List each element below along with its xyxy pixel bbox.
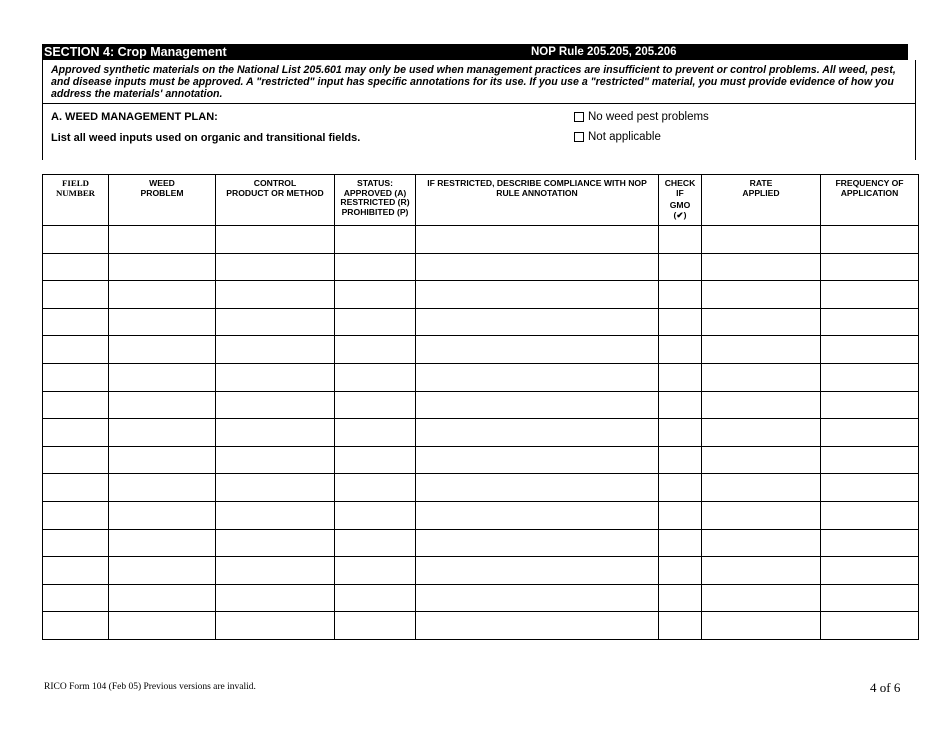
cell-field-number[interactable] — [43, 557, 109, 585]
cell-field-number[interactable] — [43, 584, 109, 612]
cell-restricted-compliance[interactable] — [416, 419, 659, 447]
cell-restricted-compliance[interactable] — [416, 474, 659, 502]
table-row — [43, 501, 919, 529]
cell-status[interactable] — [335, 557, 416, 585]
cell-restricted-compliance[interactable] — [416, 446, 659, 474]
cell-control-product[interactable] — [216, 281, 335, 309]
table-row — [43, 308, 919, 336]
cell-rate-applied[interactable] — [702, 363, 821, 391]
cell-status[interactable] — [335, 419, 416, 447]
cell-gmo-check[interactable] — [659, 253, 702, 281]
table-row — [43, 281, 919, 309]
cell-gmo-check[interactable] — [659, 474, 702, 502]
cell-status[interactable] — [335, 612, 416, 640]
cell-control-product[interactable] — [216, 474, 335, 502]
cell-gmo-check[interactable] — [659, 281, 702, 309]
cell-gmo-check[interactable] — [659, 446, 702, 474]
cell-gmo-check[interactable] — [659, 501, 702, 529]
cell-control-product[interactable] — [216, 308, 335, 336]
cell-rate-applied[interactable] — [702, 226, 821, 254]
cell-gmo-check[interactable] — [659, 391, 702, 419]
page-number: 4 of 6 — [870, 680, 901, 695]
cell-frequency-of-application[interactable] — [821, 501, 919, 529]
cell-gmo-check[interactable] — [659, 336, 702, 364]
cell-weed-problem[interactable] — [109, 446, 216, 474]
cell-control-product[interactable] — [216, 557, 335, 585]
plan-title: A. WEED MANAGEMENT PLAN: — [51, 111, 218, 123]
column-header-line: NUMBER — [55, 187, 96, 198]
cell-gmo-check[interactable] — [659, 557, 702, 585]
cell-frequency-of-application[interactable] — [821, 584, 919, 612]
cell-control-product[interactable] — [216, 501, 335, 529]
cell-status[interactable] — [335, 391, 416, 419]
cell-weed-problem[interactable] — [109, 226, 216, 254]
cell-frequency-of-application[interactable] — [821, 391, 919, 419]
cell-gmo-check[interactable] — [659, 612, 702, 640]
table-row — [43, 253, 919, 281]
column-header-line: GMO — [669, 200, 691, 211]
cell-gmo-check[interactable] — [659, 529, 702, 557]
cell-gmo-check[interactable] — [659, 419, 702, 447]
table-row — [43, 612, 919, 640]
nop-rule-reference: NOP Rule 205.205, 205.206 — [531, 46, 677, 58]
section-header — [42, 44, 908, 60]
cell-frequency-of-application[interactable] — [821, 336, 919, 364]
table-row — [43, 557, 919, 585]
cell-weed-problem[interactable] — [109, 474, 216, 502]
cell-field-number[interactable] — [43, 336, 109, 364]
column-header-line: PROBLEM — [140, 187, 184, 198]
column-header-control-product — [216, 175, 335, 226]
cell-status[interactable] — [335, 336, 416, 364]
cell-status[interactable] — [335, 363, 416, 391]
cell-frequency-of-application[interactable] — [821, 474, 919, 502]
cell-control-product[interactable] — [216, 226, 335, 254]
not-applicable-option[interactable] — [574, 131, 661, 143]
cell-weed-problem[interactable] — [109, 557, 216, 585]
cell-gmo-check[interactable] — [659, 226, 702, 254]
column-header-line: PROHIBITED (P) — [341, 206, 409, 217]
cell-weed-problem[interactable] — [109, 363, 216, 391]
cell-frequency-of-application[interactable] — [821, 557, 919, 585]
column-header-gmo-check — [659, 175, 702, 226]
not-applicable-checkbox[interactable] — [574, 132, 584, 142]
cell-weed-problem[interactable] — [109, 281, 216, 309]
cell-field-number[interactable] — [43, 391, 109, 419]
cell-restricted-compliance[interactable] — [416, 391, 659, 419]
column-header-status — [335, 175, 416, 226]
column-header-line: WEED — [149, 178, 175, 188]
cell-status[interactable] — [335, 529, 416, 557]
cell-status[interactable] — [335, 446, 416, 474]
column-header-restricted-compliance — [416, 175, 659, 226]
cell-restricted-compliance[interactable] — [416, 253, 659, 281]
cell-status[interactable] — [335, 226, 416, 254]
cell-frequency-of-application[interactable] — [821, 446, 919, 474]
column-header-weed-problem — [109, 175, 216, 226]
instructions-box — [42, 60, 916, 104]
column-header-frequency-of-application — [821, 175, 919, 226]
table-body — [43, 226, 919, 640]
cell-restricted-compliance[interactable] — [416, 226, 659, 254]
table-row — [43, 363, 919, 391]
cell-field-number[interactable] — [43, 419, 109, 447]
table-row — [43, 226, 919, 254]
cell-weed-problem[interactable] — [109, 419, 216, 447]
column-header-line: FREQUENCY OF — [835, 178, 904, 188]
cell-control-product[interactable] — [216, 584, 335, 612]
cell-status[interactable] — [335, 308, 416, 336]
table-row — [43, 391, 919, 419]
table-row — [43, 336, 919, 364]
cell-restricted-compliance[interactable] — [416, 308, 659, 336]
column-header-line: CHECK — [664, 178, 696, 188]
cell-weed-problem[interactable] — [109, 584, 216, 612]
cell-field-number[interactable] — [43, 529, 109, 557]
cell-rate-applied[interactable] — [702, 584, 821, 612]
cell-restricted-compliance[interactable] — [416, 281, 659, 309]
cell-frequency-of-application[interactable] — [821, 363, 919, 391]
column-header-rate-applied — [702, 175, 821, 226]
cell-frequency-of-application[interactable] — [821, 253, 919, 281]
cell-status[interactable] — [335, 474, 416, 502]
column-header-line: RULE ANNOTATION — [496, 187, 578, 198]
cell-weed-problem[interactable] — [109, 529, 216, 557]
table-row — [43, 529, 919, 557]
cell-rate-applied[interactable] — [702, 419, 821, 447]
weed-management-plan — [42, 104, 916, 160]
cell-field-number[interactable] — [43, 226, 109, 254]
cell-field-number[interactable] — [43, 281, 109, 309]
cell-frequency-of-application[interactable] — [821, 281, 919, 309]
column-header-line: FIELD — [62, 178, 89, 188]
no-weed-problems-checkbox[interactable] — [574, 112, 584, 122]
cell-status[interactable] — [335, 253, 416, 281]
cell-control-product[interactable] — [216, 391, 335, 419]
cell-rate-applied[interactable] — [702, 446, 821, 474]
cell-field-number[interactable] — [43, 474, 109, 502]
cell-control-product[interactable] — [216, 612, 335, 640]
form-id: RICO Form 104 (Feb 05) Previous versions are invalid. — [44, 682, 256, 692]
cell-control-product[interactable] — [216, 336, 335, 364]
column-header-line: STATUS: — [357, 178, 393, 188]
column-header-line: RATE — [749, 178, 773, 188]
cell-gmo-check[interactable] — [659, 584, 702, 612]
cell-restricted-compliance[interactable] — [416, 336, 659, 364]
cell-field-number[interactable] — [43, 308, 109, 336]
cell-frequency-of-application[interactable] — [821, 226, 919, 254]
column-header-line: APPROVED (A) — [343, 187, 407, 198]
cell-rate-applied[interactable] — [702, 336, 821, 364]
cell-rate-applied[interactable] — [702, 391, 821, 419]
cell-restricted-compliance[interactable] — [416, 529, 659, 557]
column-header-line: APPLIED — [742, 187, 780, 198]
column-header-line: RESTRICTED (R) — [340, 197, 410, 208]
cell-restricted-compliance[interactable] — [416, 501, 659, 529]
cell-field-number[interactable] — [43, 501, 109, 529]
cell-status[interactable] — [335, 584, 416, 612]
cell-weed-problem[interactable] — [109, 391, 216, 419]
cell-restricted-compliance[interactable] — [416, 363, 659, 391]
column-header-line: PRODUCT OR METHOD — [226, 187, 324, 198]
cell-control-product[interactable] — [216, 253, 335, 281]
cell-weed-problem[interactable] — [109, 336, 216, 364]
cell-control-product[interactable] — [216, 446, 335, 474]
cell-rate-applied[interactable] — [702, 281, 821, 309]
column-header-field-number — [43, 175, 109, 226]
column-header-line: (✔) — [673, 209, 687, 220]
cell-rate-applied[interactable] — [702, 308, 821, 336]
cell-rate-applied[interactable] — [702, 529, 821, 557]
table-row — [43, 584, 919, 612]
cell-field-number[interactable] — [43, 363, 109, 391]
cell-control-product[interactable] — [216, 529, 335, 557]
plan-subtitle: List all weed inputs used on organic and transitional fields. — [51, 132, 361, 144]
column-header-line: APPLICATION — [840, 187, 899, 198]
cell-frequency-of-application[interactable] — [821, 529, 919, 557]
instructions-text: Approved synthetic materials on the National List 205.601 may only be used when management practices are insufficient to prevent or control problems. All weed, pest, and disease inputs must be approved. A "restricted" input has specific annotations for its use. If you use a "restricted" material, you must provide evidence of how you address the materials' annotation. — [51, 64, 896, 101]
cell-restricted-compliance[interactable] — [416, 584, 659, 612]
table-row — [43, 419, 919, 447]
cell-control-product[interactable] — [216, 363, 335, 391]
cell-weed-problem[interactable] — [109, 308, 216, 336]
weed-inputs-table — [42, 174, 919, 640]
cell-field-number[interactable] — [43, 253, 109, 281]
column-header-line: CONTROL — [253, 178, 297, 188]
cell-frequency-of-application[interactable] — [821, 419, 919, 447]
cell-rate-applied[interactable] — [702, 557, 821, 585]
table-row — [43, 446, 919, 474]
cell-rate-applied[interactable] — [702, 253, 821, 281]
not-applicable-label: Not applicable — [588, 131, 661, 143]
column-header-line: IF RESTRICTED, DESCRIBE COMPLIANCE WITH NOP — [427, 178, 647, 188]
no-weed-problems-label: No weed pest problems — [588, 111, 709, 123]
cell-frequency-of-application[interactable] — [821, 612, 919, 640]
cell-restricted-compliance[interactable] — [416, 612, 659, 640]
table-header-row — [43, 175, 919, 226]
cell-field-number[interactable] — [43, 446, 109, 474]
cell-control-product[interactable] — [216, 419, 335, 447]
cell-status[interactable] — [335, 501, 416, 529]
cell-frequency-of-application[interactable] — [821, 308, 919, 336]
cell-weed-problem[interactable] — [109, 501, 216, 529]
cell-restricted-compliance[interactable] — [416, 557, 659, 585]
cell-field-number[interactable] — [43, 612, 109, 640]
cell-status[interactable] — [335, 281, 416, 309]
cell-rate-applied[interactable] — [702, 612, 821, 640]
cell-gmo-check[interactable] — [659, 308, 702, 336]
table-row — [43, 474, 919, 502]
section-title: SECTION 4: Crop Management — [44, 45, 227, 59]
cell-weed-problem[interactable] — [109, 253, 216, 281]
cell-weed-problem[interactable] — [109, 612, 216, 640]
column-header-line: IF — [676, 187, 684, 198]
cell-rate-applied[interactable] — [702, 474, 821, 502]
cell-gmo-check[interactable] — [659, 363, 702, 391]
no-weed-problems-option[interactable] — [574, 111, 709, 123]
cell-rate-applied[interactable] — [702, 501, 821, 529]
